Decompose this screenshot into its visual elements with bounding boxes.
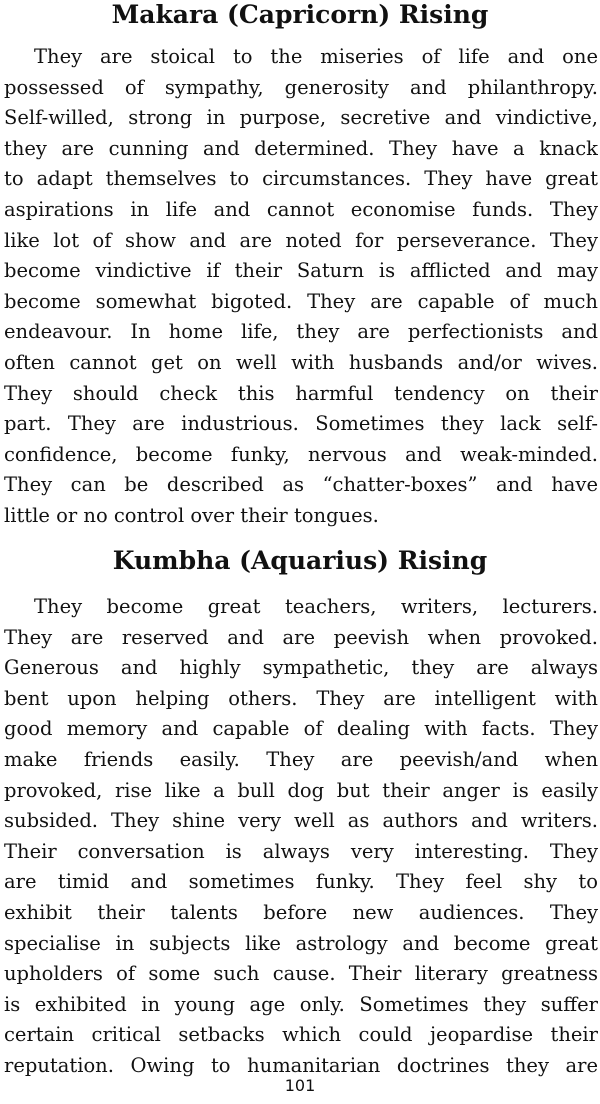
text-line: often cannot get on well with husbands and/or wives. bbox=[4, 350, 598, 374]
text-line: endeavour. In home life, they are perfectionists and bbox=[4, 320, 598, 344]
text-line: specialise in subjects like astrology and become great bbox=[4, 931, 598, 955]
text-line: reputation. Owing to humanitarian doctrines they are bbox=[4, 1053, 598, 1077]
text-line: like lot of show and are noted for perseverance. They bbox=[4, 228, 598, 252]
text-line: aspirations in life and cannot economise funds. They bbox=[4, 197, 598, 221]
text-line: possessed of sympathy, generosity and philanthropy. bbox=[4, 75, 598, 99]
text-line: They can be described as “chatter-boxes” and have bbox=[4, 473, 598, 497]
text-line: certain critical setbacks which could jeopardise their bbox=[4, 1023, 598, 1047]
text-line: subsided. They shine very well as authors and writers. bbox=[4, 809, 598, 833]
page-number: 101 bbox=[284, 1076, 316, 1095]
text-line: is exhibited in young age only. Sometimes they suffer bbox=[4, 992, 598, 1016]
text-line: Their conversation is always very interesting. They bbox=[4, 839, 598, 863]
text-line: good memory and capable of dealing with facts. They bbox=[4, 717, 598, 741]
text-line: Self-willed, strong in purpose, secretive and vindictive, bbox=[4, 106, 598, 130]
text-line: become somewhat bigoted. They are capable of much bbox=[4, 289, 598, 313]
text-line: They are reserved and are peevish when provoked. bbox=[4, 625, 598, 649]
text-line: make friends easily. They are peevish/and when bbox=[4, 747, 598, 771]
text-line: Generous and highly sympathetic, they are always bbox=[4, 656, 598, 680]
paragraph-kumbha bbox=[4, 592, 598, 1082]
text-line: They are stoical to the miseries of life and one bbox=[34, 45, 598, 68]
paragraph-makara bbox=[4, 42, 598, 532]
text-line: become vindictive if their Saturn is afflicted and may bbox=[4, 259, 598, 283]
text-line: are timid and sometimes funky. They feel shy to bbox=[4, 870, 598, 894]
text-line: to adapt themselves to circumstances. They have great bbox=[4, 167, 598, 191]
text-line: They become great teachers, writers, lecturers. bbox=[34, 595, 598, 618]
section-heading-makara: Makara (Capricorn) Rising bbox=[111, 0, 489, 29]
section-heading-kumbha: Kumbha (Aquarius) Rising bbox=[112, 546, 488, 575]
text-line: part. They are industrious. Sometimes they lack self- bbox=[4, 412, 598, 436]
text-line: little or no control over their tongues. bbox=[4, 503, 379, 527]
text-line: They should check this harmful tendency on their bbox=[4, 381, 598, 405]
text-line: confidence, become funky, nervous and weak-minded. bbox=[4, 442, 598, 466]
text-line: they are cunning and determined. They have a knack bbox=[4, 136, 598, 160]
text-line: upholders of some such cause. Their literary greatness bbox=[4, 962, 598, 986]
text-line: provoked, rise like a bull dog but their anger is easily bbox=[4, 778, 598, 802]
text-line: exhibit their talents before new audiences. They bbox=[4, 900, 598, 924]
text-line: bent upon helping others. They are intelligent with bbox=[4, 686, 598, 710]
